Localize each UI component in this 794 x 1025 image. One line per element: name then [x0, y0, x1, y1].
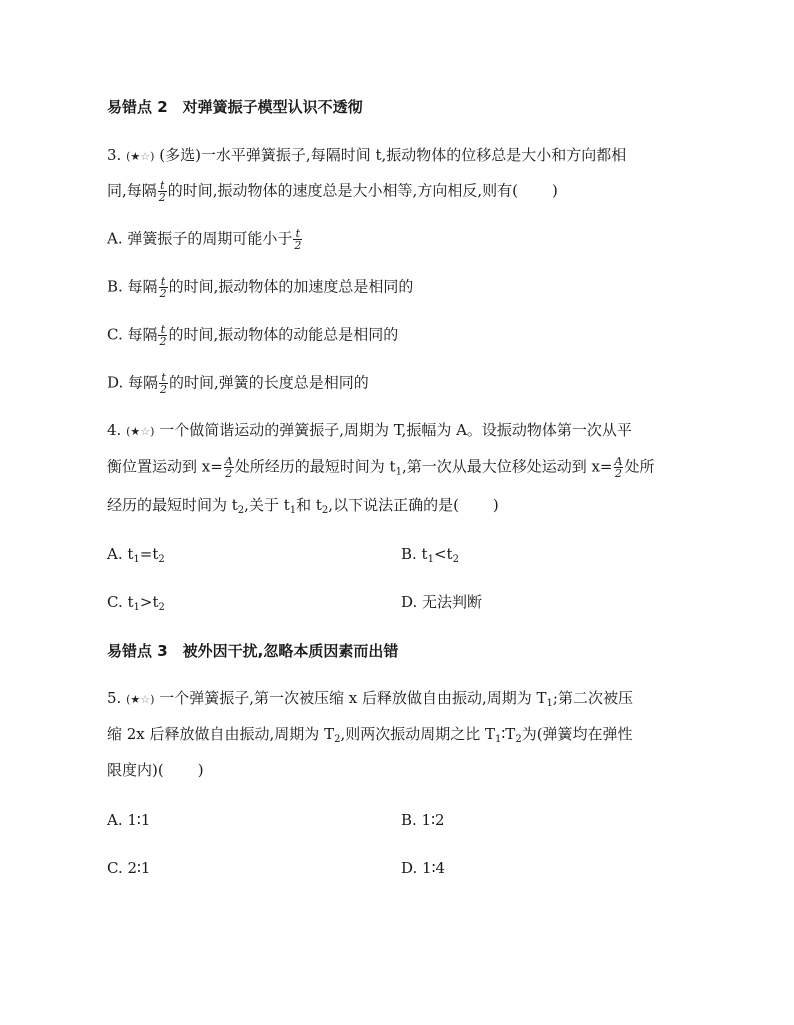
q5-option-a[interactable]: A. 1∶1: [107, 811, 151, 829]
q3-option-a[interactable]: A. 弹簧振子的周期可能小于 $\frac{t}{2}$: [107, 227, 302, 252]
section-heading-2-text: 易错点 2 对弹簧振子模型认识不透彻: [107, 98, 363, 116]
q5-line-1: 5. (★☆) 一个弹簧振子,第一次被压缩 x 后释放做自由振动,周期为 $T_1$;第二次被压: [107, 689, 633, 709]
section-heading-3: [107, 640, 398, 661]
q3-stem-line-2a: 同,每隔: [107, 181, 157, 200]
q4-option-d[interactable]: D. 无法判断: [401, 593, 483, 611]
q4-option-b[interactable]: B. $t_1<t_2$: [401, 545, 459, 565]
q5-option-c[interactable]: C. 2∶1: [107, 859, 151, 877]
q5-number: 5.: [107, 689, 122, 707]
section-heading-2: [107, 96, 363, 117]
q4-option-c[interactable]: C. $t_1>t_2$: [107, 593, 165, 613]
section-heading-3-text: 易错点 3 被外因干扰,忽略本质因素而出错: [107, 642, 399, 660]
fraction-a-over-2: $\frac{A}{2}$: [614, 455, 623, 480]
difficulty-stars-icon: (★☆): [126, 693, 155, 706]
q3-stem-line-1: (多选)一水平弹簧振子,每隔时间 t,振动物体的位移总是大小和方向都相: [159, 146, 627, 164]
q3-line-2: 同,每隔 $\frac{t}{2}$ 的时间,振动物体的速度总是大小相等,方向相反,则有( ): [107, 179, 558, 204]
difficulty-stars-icon: (★☆): [126, 150, 155, 163]
fraction-t-over-2: $\frac{t}{2}$: [159, 275, 167, 300]
q5-line-2: 缩 2x 后释放做自由振动,周期为 $T_2$,则两次振动周期之比 $T_1∶T_2$为(弹簧均在弹性: [107, 725, 633, 745]
q3-option-c[interactable]: C. 每隔 $\frac{t}{2}$ 的时间,振动物体的动能总是相同的: [107, 323, 399, 348]
q3-number: 3.: [107, 146, 122, 164]
q4-line-1: [107, 420, 632, 442]
q3-option-d[interactable]: D. 每隔 $\frac{t}{2}$ 的时间,弹簧的长度总是相同的: [107, 371, 369, 396]
fraction-t-over-2: $\frac{t}{2}$: [294, 227, 302, 252]
q5-line-3: 限度内)( ): [107, 761, 204, 779]
fraction-t-over-2: $\frac{t}{2}$: [159, 323, 167, 348]
difficulty-stars-icon: (★☆): [126, 425, 155, 438]
fraction-t-over-2: $\frac{t}{2}$: [160, 371, 168, 396]
fraction-t-over-2: $\frac{t}{2}$: [158, 179, 166, 204]
q3-option-b[interactable]: B. 每隔 $\frac{t}{2}$ 的时间,振动物体的加速度总是相同的: [107, 275, 414, 300]
q4-line-3: 经历的最短时间为 $t_2$,关于 $t_1$和 $t_2$,以下说法正确的是( ): [107, 496, 499, 516]
q4-number: 4.: [107, 421, 122, 439]
q4-option-a[interactable]: A. $t_1=t_2$: [107, 545, 165, 565]
q5-option-b[interactable]: B. 1∶2: [401, 811, 445, 829]
q4-stem-line-1: 一个做简谐运动的弹簧振子,周期为 T,振幅为 A。设振动物体第一次从平: [159, 421, 632, 439]
q5-option-d[interactable]: D. 1∶4: [401, 859, 446, 877]
q3-stem-line-2b: 的时间,振动物体的速度总是大小相等,方向相反,则有(: [167, 181, 518, 200]
q4-line-2: 衡位置运动到 x= $\frac{A}{2}$ 处所经历的最短时间为 $t_1$,第一次从最大位移处运动到 x= $\frac{A}{2}$ 处所: [107, 455, 655, 480]
fraction-a-over-2: $\frac{A}{2}$: [224, 455, 233, 480]
q3-line-1: [107, 145, 626, 167]
